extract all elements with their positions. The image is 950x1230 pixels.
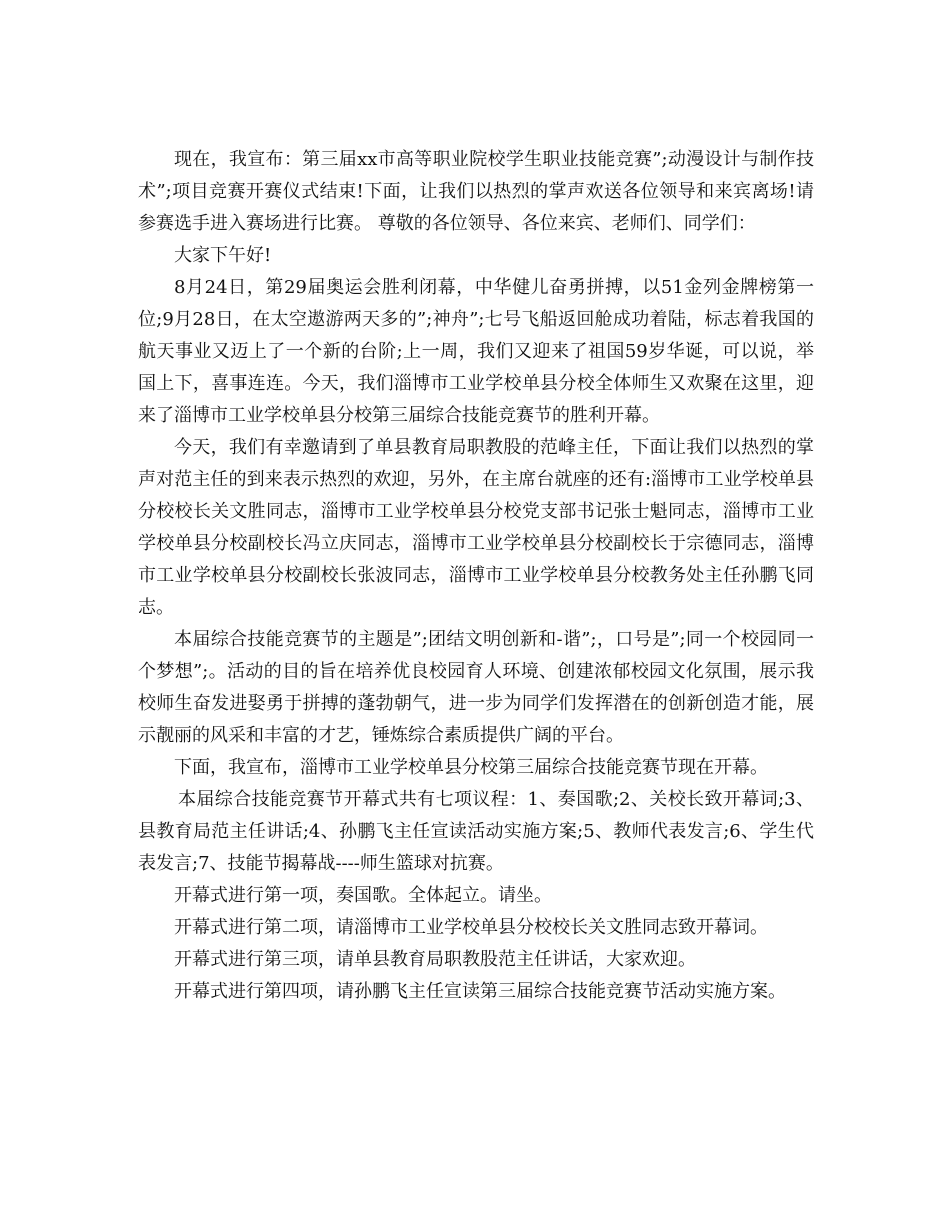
paragraph: 开幕式进行第三项，请单县教育局职教股范主任讲话，大家欢迎。: [174, 949, 696, 970]
paragraph: 现在，我宣布：第三届xx市高等职业院校学生职业技能竞赛”;动漫设计与制作技术”;项目竞赛开赛仪式结束!下面，让我们以热烈的掌声欢送各位领导和来宾离场!请参赛选手进入赛场进行比赛。 尊敬的各位领导、各位来宾、老师们、同学们：: [138, 149, 814, 234]
paragraph: 开幕式进行第一项，奏国歌。全体起立。请坐。: [174, 885, 552, 906]
paragraph: 开幕式进行第四项，请孙鹏飞主任宣读第三届综合技能竞赛节活动实施方案。: [174, 981, 786, 1002]
paragraph: 本届综合技能竞赛节开幕式共有七项议程：1、奏国歌;2、关校长致开幕词;3、县教育局范主任讲话;4、孙鹏飞主任宣读活动实施方案;5、教师代表发言;6、学生代表发言;7、技能节揭幕战----师生篮球对抗赛。: [138, 789, 814, 874]
paragraph: 大家下午好!: [174, 245, 272, 266]
document-body: [138, 144, 814, 1008]
paragraph: 今天，我们有幸邀请到了单县教育局职教股的范峰主任，下面让我们以热烈的掌声对范主任的到来表示热烈的欢迎，另外，在主席台就座的还有:淄博市工业学校单县分校校长关文胜同志，淄博市工业学校单县分校党支部书记张士魁同志，淄博市工业学校单县分校副校长冯立庆同志，淄博市工业学校单县分校副校长于宗德同志，淄博市工业学校单县分校副校长张波同志，淄博市工业学校单县分校教务处主任孙鹏飞同志。: [138, 437, 814, 618]
paragraph: 本届综合技能竞赛节的主题是”;团结文明创新和-谐”;，口号是”;同一个校园同一个梦想”;。活动的目的旨在培养优良校园育人环境、创建浓郁校园文化氛围，展示我校师生奋发进娶勇于拼搏的蓬勃朝气，进一步为同学们发挥潜在的创新创造才能，展示靓丽的风采和丰富的才艺，锤炼综合素质提供广阔的平台。: [138, 629, 814, 746]
paragraph: 开幕式进行第二项，请淄博市工业学校单县分校校长关文胜同志致开幕词。: [174, 917, 768, 938]
paragraph: 8月24日，第29届奥运会胜利闭幕，中华健儿奋勇拼搏，以51金列金牌榜第一位;9月28日，在太空遨游两天多的”;神舟”;七号飞船返回舱成功着陆，标志着我国的航天事业又迈上了一个新的台阶;上一周，我们又迎来了祖国59岁华诞，可以说，举国上下，喜事连连。今天，我们淄博市工业学校单县分校全体师生又欢聚在这里，迎来了淄博市工业学校单县分校第三届综合技能竞赛节的胜利开幕。: [138, 277, 814, 426]
paragraph: 下面，我宣布，淄博市工业学校单县分校第三届综合技能竞赛节现在开幕。: [174, 757, 768, 778]
